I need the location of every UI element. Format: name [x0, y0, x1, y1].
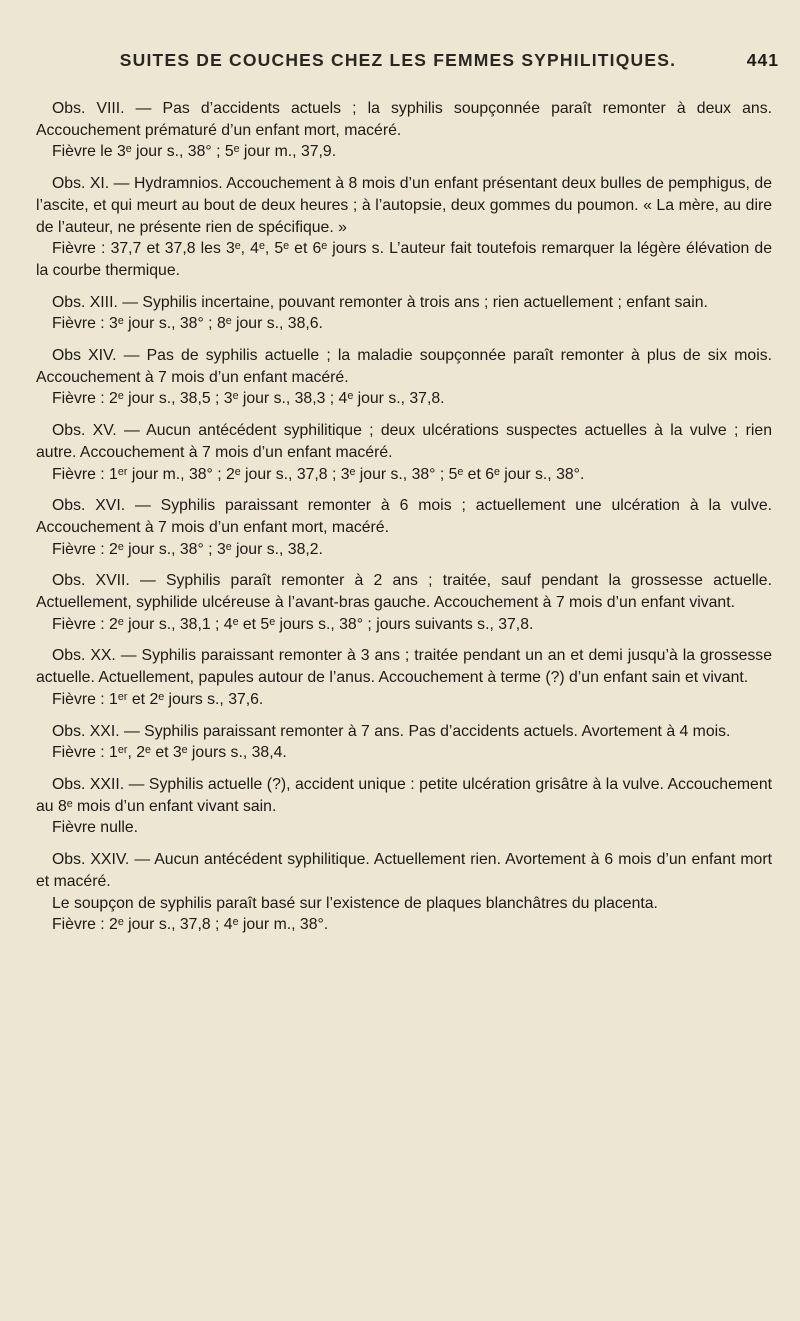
observation-xvii — [36, 570, 772, 635]
observation-text: Obs. XI. — Hydramnios. Accouchement à 8 mois d’un enfant présentant deux bulles de pemphigus, de l’ascite, et qui meurt au bout de deux heures ; à l’autopsie, deux gommes du poumon. « La mère, au dire de l’auteur, ne présente rien de spécifique. » — [36, 175, 772, 236]
observation-text: Obs. XX. — Syphilis paraissant remonter à 3 ans ; traitée pendant un an et demi jusqu’à la grossesse actuelle. Actuellement, papules autour de l’anus. Accouchement à terme (?) d’un enfant sain et vivant. — [36, 647, 772, 687]
observation-text: Obs. XV. — Aucun antécédent syphilitique ; deux ulcérations suspectes actuelles à la vulve ; rien autre. Accouchement à 7 mois d’un enfant macéré. — [36, 422, 772, 461]
observation-xx — [36, 645, 772, 710]
observations-list — [36, 98, 772, 946]
observation-text: Le soupçon de syphilis paraît basé sur l’existence de plaques blanchâtres du placenta. — [52, 894, 658, 912]
observation-xxii — [36, 774, 772, 839]
fever-note: Fièvre : 2ᵉ jour s., 37,8 ; 4ᵉ jour m., 38°. — [52, 916, 329, 934]
observation-xi — [36, 173, 772, 282]
observation-xiii — [36, 292, 772, 335]
observation-text: Obs. XVII. — Syphilis paraît remonter à 2 ans ; traitée, sauf pendant la grossesse actuelle. Actuellement, syphilide ulcéreuse à l’avant-bras gauche. Accouchement à 7 mois d’un enfant vivant. — [36, 572, 772, 612]
observation-xv — [36, 420, 772, 485]
fever-note: Fièvre : 2ᵉ jour s., 38,1 ; 4ᵉ et 5ᵉ jours s., 38° ; jours suivants s., 37,8. — [52, 615, 534, 633]
observation-viii — [36, 98, 772, 163]
observation-text: Obs. XXIV. — Aucun antécédent syphilitique. Actuellement rien. Avortement à 6 mois d’un enfant mort et macéré. — [36, 851, 772, 890]
fever-note: Fièvre : 1ᵉʳ, 2ᵉ et 3ᵉ jours s., 38,4. — [52, 744, 287, 762]
fever-note: Fièvre : 1ᵉʳ jour m., 38° ; 2ᵉ jour s., 37,8 ; 3ᵉ jour s., 38° ; 5ᵉ et 6ᵉ jour s., 38°. — [52, 465, 585, 483]
fever-note: Fièvre nulle. — [52, 819, 139, 837]
fever-note: Fièvre : 2ᵉ jour s., 38,5 ; 3ᵉ jour s., 38,3 ; 4ᵉ jour s., 37,8. — [52, 390, 445, 408]
page-number: 441 — [746, 50, 779, 70]
fever-note: Fièvre : 2ᵉ jour s., 38° ; 3ᵉ jour s., 38,2. — [52, 540, 323, 558]
page-header — [0, 50, 800, 86]
running-title: SUITES DE COUCHES CHEZ LES FEMMES SYPHILITIQUES. — [119, 50, 677, 70]
fever-note: Fièvre : 1ᵉʳ et 2ᵉ jours s., 37,6. — [52, 690, 264, 708]
observation-text: Obs XIV. — Pas de syphilis actuelle ; la maladie soupçonnée paraît remonter à plus de six mois. Accouchement à 7 mois d’un enfant macéré. — [36, 347, 772, 386]
observation-xxiv — [36, 849, 772, 936]
observation-xvi — [36, 495, 772, 560]
observation-xxi — [36, 721, 772, 764]
observation-text: Obs. XVI. — Syphilis paraissant remonter à 6 mois ; actuellement une ulcération à la vulve. Accouchement à 7 mois d’un enfant mort, macéré. — [36, 497, 772, 536]
observation-text: Obs. VIII. — Pas d’accidents actuels ; la syphilis soupçonnée paraît remonter à deux ans. Accouchement prématuré d’un enfant mort, macéré. — [36, 100, 772, 139]
fever-note: Fièvre le 3ᵉ jour s., 38° ; 5ᵉ jour m., 37,9. — [52, 143, 337, 161]
fever-note: Fièvre : 37,7 et 37,8 les 3ᵉ, 4ᵉ, 5ᵉ et 6ᵉ jours s. L’auteur fait toutefois remarquer la légère élévation de la courbe thermique. — [36, 240, 772, 279]
observation-text: Obs. XXII. — Syphilis actuelle (?), accident unique : petite ulcération grisâtre à la vulve. Accouchement au 8ᵉ mois d’un enfant vivant sain. — [36, 775, 772, 815]
observation-xiv — [36, 345, 772, 410]
observation-text: Obs. XIII. — Syphilis incertaine, pouvant remonter à trois ans ; rien actuellement ; enfant sain. — [52, 293, 708, 311]
observation-text: Obs. XXI. — Syphilis paraissant remonter à 7 ans. Pas d’accidents actuels. Avortement à 4 mois. — [52, 722, 731, 740]
fever-note: Fièvre : 3ᵉ jour s., 38° ; 8ᵉ jour s., 38,6. — [52, 315, 323, 333]
